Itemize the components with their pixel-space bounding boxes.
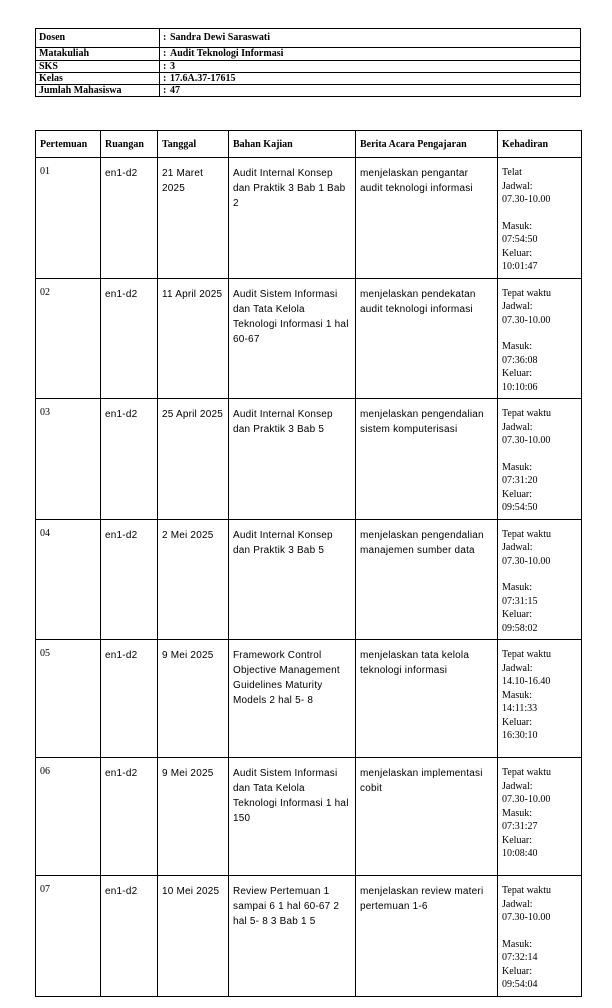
attendance-cell [498, 278, 582, 399]
attendance-cell [498, 876, 582, 997]
attendance-status: Tepat waktu [502, 287, 552, 299]
info-colon: : [160, 48, 169, 61]
info-colon: : [160, 61, 169, 73]
check-in-time: 14:11:33 [502, 703, 538, 714]
info-value: 17.6A.37-17615 [168, 73, 581, 85]
check-out-label: Keluar: [502, 716, 532, 728]
info-row-course [36, 48, 581, 61]
info-row-credits [36, 61, 581, 73]
check-out-time: 09:58:02 [502, 622, 538, 634]
check-in-time: 07:36:08 [502, 354, 538, 366]
info-row-students [36, 85, 581, 97]
attendance-status: Tepat waktu [502, 528, 552, 540]
check-in-label: Masuk: [502, 582, 532, 593]
check-in-time: 07:54:50 [502, 234, 538, 245]
meeting-number: 07 [36, 876, 101, 997]
check-out-label: Keluar: [502, 247, 532, 259]
table-row [36, 640, 582, 758]
info-value: 47 [168, 85, 581, 97]
schedule-label: Jadwal: [502, 780, 533, 792]
table-row [36, 758, 582, 876]
meeting-number: 03 [36, 399, 101, 520]
check-in-label: Masuk: [502, 220, 532, 232]
check-out-time: 09:54:50 [502, 502, 538, 513]
attendance-cell [498, 399, 582, 520]
check-in-time: 07:31:27 [502, 821, 538, 832]
report: menjelaskan pengendalian manajemen sumber data [356, 519, 498, 640]
meeting-number: 06 [36, 758, 101, 876]
date: 21 Maret 2025 [158, 158, 229, 279]
topic: Audit Internal Konsep dan Praktik 3 Bab 1 Bab 2 [229, 158, 356, 279]
date: 25 April 2025 [158, 399, 229, 520]
schedule-time: 07.30-10.00 [502, 314, 551, 326]
check-out-label: Keluar: [502, 609, 532, 620]
check-in-label: Masuk: [502, 341, 532, 352]
schedule-label: Jadwal: [502, 180, 533, 192]
schedule-label: Jadwal: [502, 662, 533, 674]
meeting-number: 05 [36, 640, 101, 758]
report: menjelaskan implementasi cobit [356, 758, 498, 876]
attendance-status: Tepat waktu [502, 767, 552, 778]
schedule-time: 07.30-10.00 [502, 194, 551, 205]
info-value: 3 [168, 61, 581, 73]
info-colon: : [160, 29, 169, 48]
check-out-time: 10:08:40 [502, 848, 538, 859]
info-label: Matakuliah [36, 48, 160, 61]
schedule-label: Jadwal: [502, 301, 533, 312]
attendance-cell [498, 158, 582, 279]
check-out-time: 10:01:47 [502, 261, 538, 272]
meeting-number: 02 [36, 278, 101, 399]
header-topic: Bahan Kajian [229, 131, 356, 158]
room: en1-d2 [101, 519, 158, 640]
date: 9 Mei 2025 [158, 758, 229, 876]
attendance-table [35, 130, 582, 997]
check-in-time: 07:31:20 [502, 475, 538, 486]
check-in-label: Masuk: [502, 461, 532, 473]
topic: Audit Sistem Informasi dan Tata Kelola Teknologi Informasi 1 hal 60-67 [229, 278, 356, 399]
topic: Audit Sistem Informasi dan Tata Kelola Teknologi Informasi 1 hal 150 [229, 758, 356, 876]
date: 2 Mei 2025 [158, 519, 229, 640]
table-header-row [36, 131, 582, 158]
schedule-time: 07.30-10.00 [502, 435, 551, 446]
schedule-time: 07.30-10.00 [502, 794, 551, 805]
date: 10 Mei 2025 [158, 876, 229, 997]
schedule-time: 07.30-10.00 [502, 912, 551, 923]
date: 11 April 2025 [158, 278, 229, 399]
topic: Review Pertemuan 1 sampai 6 1 hal 60-67 2 hal 5- 8 3 Bab 1 5 [229, 876, 356, 997]
schedule-time: 07.30-10.00 [502, 555, 551, 567]
table-row [36, 158, 582, 279]
room: en1-d2 [101, 876, 158, 997]
report: menjelaskan pengendalian sistem komputerisasi [356, 399, 498, 520]
table-row [36, 519, 582, 640]
info-row-lecturer [36, 29, 581, 48]
meeting-number: 04 [36, 519, 101, 640]
schedule-time: 14.10-16.40 [502, 676, 551, 687]
schedule-label: Jadwal: [502, 542, 533, 553]
check-out-time: 09:54:04 [502, 979, 538, 990]
check-out-label: Keluar: [502, 368, 532, 379]
check-in-time: 07:32:14 [502, 952, 538, 963]
check-in-time: 07:31:15 [502, 595, 538, 607]
check-in-label: Masuk: [502, 807, 532, 819]
topic: Audit Internal Konsep dan Praktik 3 Bab 5 [229, 399, 356, 520]
header-report: Berita Acara Pengajaran [356, 131, 498, 158]
header-room: Ruangan [101, 131, 158, 158]
info-row-class [36, 73, 581, 85]
attendance-cell [498, 640, 582, 758]
check-in-label: Masuk: [502, 689, 532, 701]
header-attendance: Kehadiran [498, 131, 582, 158]
check-out-label: Keluar: [502, 834, 532, 846]
report: menjelaskan pendekatan audit teknologi informasi [356, 278, 498, 399]
info-label: Kelas [36, 73, 160, 85]
meeting-number: 01 [36, 158, 101, 279]
room: en1-d2 [101, 278, 158, 399]
schedule-label: Jadwal: [502, 898, 533, 910]
info-label: SKS [36, 61, 160, 73]
topic: Framework Control Objective Management Guidelines Maturity Models 2 hal 5- 8 [229, 640, 356, 758]
report: menjelaskan tata kelola teknologi informasi [356, 640, 498, 758]
table-row [36, 278, 582, 399]
date: 9 Mei 2025 [158, 640, 229, 758]
schedule-label: Jadwal: [502, 421, 533, 433]
info-label: Jumlah Mahasiswa [36, 85, 160, 97]
check-out-time: 10:10:06 [502, 381, 538, 393]
room: en1-d2 [101, 399, 158, 520]
attendance-status: Tepat waktu [502, 649, 552, 660]
attendance-cell [498, 519, 582, 640]
room: en1-d2 [101, 158, 158, 279]
check-out-label: Keluar: [502, 488, 532, 500]
topic: Audit Internal Konsep dan Praktik 3 Bab 5 [229, 519, 356, 640]
table-row [36, 399, 582, 520]
table-row [36, 876, 582, 997]
room: en1-d2 [101, 640, 158, 758]
check-in-label: Masuk: [502, 938, 532, 950]
attendance-cell [498, 758, 582, 876]
check-out-time: 16:30:10 [502, 730, 538, 741]
attendance-status: Tepat waktu [502, 885, 552, 896]
info-colon: : [160, 85, 169, 97]
attendance-status: Telat [502, 167, 522, 178]
info-value: Sandra Dewi Saraswati [168, 29, 581, 48]
header-meeting: Pertemuan [36, 131, 101, 158]
info-label: Dosen [36, 29, 160, 48]
header-date: Tanggal [158, 131, 229, 158]
report: menjelaskan pengantar audit teknologi informasi [356, 158, 498, 279]
info-colon: : [160, 73, 169, 85]
course-info-table [35, 28, 581, 97]
room: en1-d2 [101, 758, 158, 876]
attendance-status: Tepat waktu [502, 408, 552, 419]
report: menjelaskan review materi pertemuan 1-6 [356, 876, 498, 997]
info-value: Audit Teknologi Informasi [168, 48, 581, 61]
check-out-label: Keluar: [502, 965, 532, 977]
